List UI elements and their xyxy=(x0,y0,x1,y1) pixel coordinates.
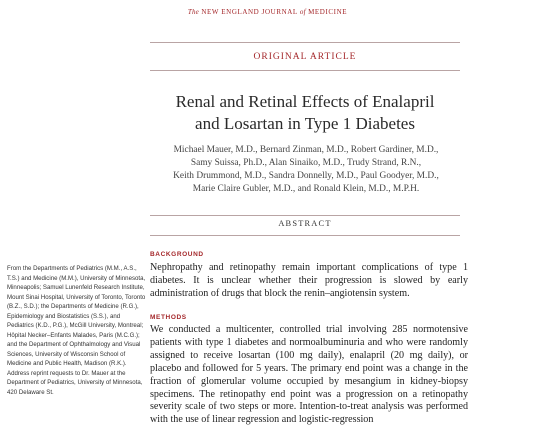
article-type-top-rule xyxy=(150,42,460,43)
abstract-label: ABSTRACT xyxy=(278,219,332,228)
title-line-2: and Losartan in Type 1 Diabetes xyxy=(195,114,415,133)
journal-prefix: The xyxy=(187,8,199,16)
article-type-bottom-rule xyxy=(150,70,460,71)
article-type: ORIGINAL ARTICLE xyxy=(253,52,357,62)
journal-name: NEW ENGLAND JOURNAL xyxy=(201,8,298,16)
journal-suffix: MEDICINE xyxy=(308,8,348,16)
title-line-1: Renal and Retinal Effects of Enalapril xyxy=(175,92,435,111)
background-heading: BACKGROUND xyxy=(150,251,204,258)
article-title xyxy=(150,91,460,135)
methods-heading: METHODS xyxy=(150,314,187,321)
author-line: Keith Drummond, M.D., Sandra Donnelly, M.D., Paul Goodyer, M.D., xyxy=(173,171,439,181)
author-line: Marie Claire Gubler, M.D., and Ronald Klein, M.D., M.P.H. xyxy=(192,184,420,194)
methods-text: We conducted a multicenter, controlled trial involving 285 normotensive patients with type 1 diabetes and normoalbuminuria and who were randomly assigned to receive losartan (100 mg daily), enalapril (20 mg daily), or placebo and followed for 5 years. The primary end point was a change in the fraction of glomerular volume occupied by mesangium in kidney-biopsy specimens. The retinopathy end point was a progression on a retinopathy severity scale of two steps or more. Intention-to-treat analysis was performed with the use of linear regression and logistic-regression xyxy=(150,324,468,426)
author-line: Michael Mauer, M.D., Bernard Zinman, M.D., Robert Gardiner, M.D., xyxy=(173,145,439,155)
author-list xyxy=(152,144,460,196)
author-affiliations: From the Departments of Pediatrics (M.M., A.S., T.S.) and Medicine (M.M.), University of Minnesota, Minneapolis; Samuel Lunenfeld Research Institute, Mount Sinai Hospital, University of Toronto, Toronto (B.Z., S.D.); the Departments of Medicine (R.G.), Epidemiology and Biostatistics (S.S.), and Pediatrics (K.D., P.G.), McGill University, Montreal; Hôpital Necker–Enfants Malades, Paris (M.C.G.); and the Department of Ophthalmology and Visual Sciences, University of Wisconsin School of Medicine and Public Health, Madison (R.K.). Address reprint requests to Dr. Mauer at the Department of Pediatrics, University of Minnesota, 420 Delaware St. xyxy=(7,265,146,396)
abstract-bottom-rule xyxy=(150,235,460,236)
author-line: Samy Suissa, Ph.D., Alan Sinaiko, M.D., Trudy Strand, R.N., xyxy=(190,158,422,168)
journal-header xyxy=(0,8,535,16)
abstract-top-rule xyxy=(150,215,460,216)
journal-of: of xyxy=(299,8,306,16)
background-text: Nephropathy and retinopathy remain important complications of type 1 diabetes. It is unclear whether their progression is slowed by early administration of drugs that block the renin–angiotensin system. xyxy=(150,262,468,299)
